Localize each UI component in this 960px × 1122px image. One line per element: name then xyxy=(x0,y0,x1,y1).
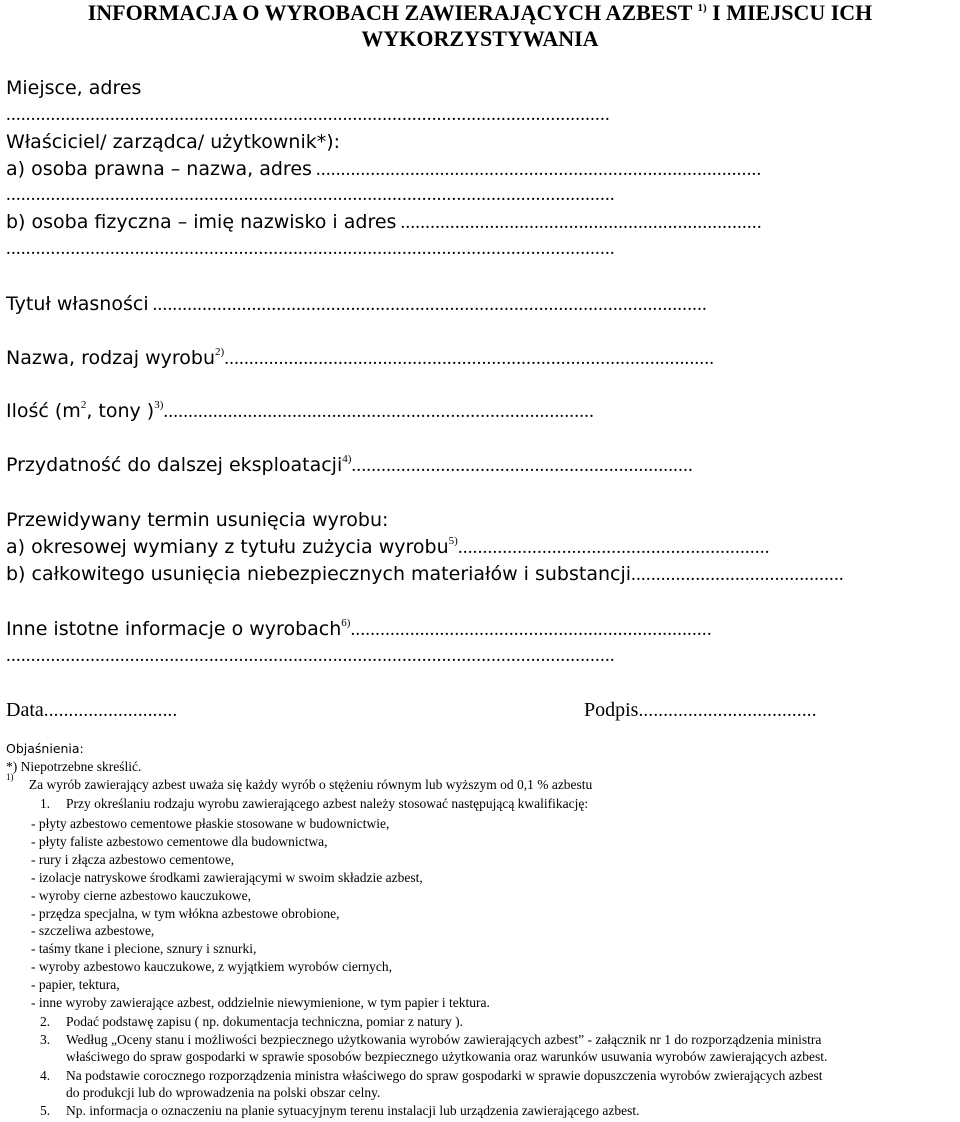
title-line1-end: I MIEJSCU ICH xyxy=(712,0,873,25)
asbestos-product-list xyxy=(31,815,490,1012)
list-item: - papier, tektura, xyxy=(31,977,120,993)
document-title-line2: WYKORZYSTYWANIA xyxy=(361,26,599,51)
quantity-label-tons: , tony ) xyxy=(86,400,155,422)
other-info-row xyxy=(6,618,712,641)
note-item-4-num: 4. xyxy=(40,1068,51,1083)
product-footnote-ref: 2) xyxy=(215,346,225,358)
note-item-5-num: 5. xyxy=(40,1103,51,1118)
date-row xyxy=(6,699,177,722)
list-item: - przędza specjalna, w tym włókna azbestowe obrobione, xyxy=(31,905,340,921)
list-item: - izolacje natryskowe środkami zawierającymi w swoim składzie azbest, xyxy=(31,869,423,885)
product-label: Nazwa, rodzaj wyrobu xyxy=(6,347,216,369)
note-item-4-text-a: Na podstawie corocznego rozporządzenia ministra właściwego do spraw gospodarki w sprawie dopuszczenia wyrobów zwierających azbest xyxy=(66,1068,823,1083)
note-1-text: Za wyrób zawierający azbest uważa się każdy wyrób o stężeniu równym lub wyższym od 0,1 % azbestu xyxy=(28,777,593,792)
note-item-3-text-a: Według „Oceny stanu i możliwości bezpiecznego użytkowania wyrobów zawierających azbest” - załącznik nr 1 do rozporządzenia ministra xyxy=(66,1032,822,1047)
other-info-footnote-ref: 6) xyxy=(341,617,351,629)
quantity-unit-sup: 2 xyxy=(80,399,87,411)
title-line1-text: INFORMACJA O WYROBACH ZAWIERAJĄCYCH AZBEST xyxy=(87,0,692,25)
note-item-5 xyxy=(40,1103,640,1119)
usability-row xyxy=(6,454,693,477)
document-title xyxy=(0,0,960,26)
place-label: Miejsce, adres xyxy=(6,77,142,99)
removal-b-label: b) całkowitego usunięcia niebezpiecznych materiałów i substancji xyxy=(6,563,632,585)
list-item: - taśmy tkane i plecione, sznury i sznurki, xyxy=(31,941,257,957)
quantity-footnote-ref: 3) xyxy=(154,399,164,411)
removal-a-footnote-ref: 5) xyxy=(448,535,458,547)
owner-label: Właściciel/ zarządca/ użytkownik*): xyxy=(6,131,341,153)
ownership-dots[interactable]: ................................................................................................................ xyxy=(152,294,707,315)
other-info-dots-2[interactable]: ........................................................................................................................... xyxy=(6,645,615,666)
natural-person-dots[interactable]: ......................................................................... xyxy=(400,212,762,233)
note-1 xyxy=(6,772,593,793)
quantity-dots[interactable]: ....................................................................................... xyxy=(163,401,595,422)
quantity-row xyxy=(6,400,594,423)
note-item-3-num: 3. xyxy=(40,1032,51,1047)
note-item-3 xyxy=(40,1032,821,1048)
removal-b-dots[interactable]: ........................................... xyxy=(631,564,844,585)
note-item-2-num: 2. xyxy=(40,1014,51,1029)
date-dots[interactable]: ........................... xyxy=(43,700,178,721)
note-item-1 xyxy=(40,796,588,812)
legal-person-dots-2[interactable]: ........................................................................................................................... xyxy=(6,184,615,205)
place-dots[interactable]: .......................................................................................................................... xyxy=(6,104,610,125)
list-item: - rury i złącza azbestowo cementowe, xyxy=(31,851,235,867)
note-star: *) Niepotrzebne skreślić. xyxy=(6,759,142,774)
title-footnote-ref: 1) xyxy=(697,2,707,14)
removal-label: Przewidywany termin usunięcia wyrobu: xyxy=(6,509,389,531)
signature-label: Podpis xyxy=(584,699,639,721)
natural-person-dots-2[interactable]: ........................................................................................................................... xyxy=(6,238,615,259)
note-item-2 xyxy=(40,1014,463,1030)
legal-person-row xyxy=(6,158,761,181)
natural-person-row xyxy=(6,211,762,234)
signature-row xyxy=(584,699,817,722)
notes-heading: Objaśnienia: xyxy=(6,741,84,756)
other-info-dots[interactable]: ......................................................................... xyxy=(350,619,712,640)
ownership-row xyxy=(6,293,707,316)
list-item: - płyty faliste azbestowo cementowe dla budownictwa, xyxy=(31,833,328,849)
usability-dots[interactable]: ..................................................................... xyxy=(351,455,693,476)
note-item-1-text: Przy określaniu rodzaju wyrobu zawierającego azbest należy stosować następującą kwalifikację: xyxy=(66,796,589,811)
removal-a-label: a) okresowej wymiany z tytułu zużycia wyrobu xyxy=(6,536,449,558)
note-item-2-text: Podać podstawę zapisu ( np. dokumentacja techniczna, pomiar z natury ). xyxy=(66,1014,463,1029)
date-label: Data xyxy=(6,699,44,721)
note-item-4 xyxy=(40,1068,822,1084)
note-item-1-num: 1. xyxy=(40,796,51,811)
note-1-ref: 1) xyxy=(6,772,14,782)
legal-person-label: a) osoba prawna – nazwa, adres xyxy=(6,158,312,180)
product-dots[interactable]: ................................................................................................... xyxy=(224,348,715,369)
list-item: - wyroby cierne azbestowo kauczukowe, xyxy=(31,887,252,903)
signature-dots[interactable]: .................................... xyxy=(638,700,817,721)
product-row xyxy=(6,347,714,370)
note-item-4-text-b: do produkcji lub do wprowadzenia na polski obszar celny. xyxy=(66,1085,381,1100)
list-item: - płyty azbestowo cementowe płaskie stosowane w budownictwie, xyxy=(31,816,390,831)
quantity-label: Ilość (m xyxy=(6,400,81,422)
other-info-label: Inne istotne informacje o wyrobach xyxy=(6,618,342,640)
usability-footnote-ref: 4) xyxy=(342,453,352,465)
natural-person-label: b) osoba fizyczna – imię nazwisko i adres xyxy=(6,211,397,233)
list-item: - wyroby azbestowo kauczukowe, z wyjątkiem wyrobów ciernych, xyxy=(31,959,393,975)
ownership-label: Tytuł własności xyxy=(6,293,149,315)
removal-a-dots[interactable]: ............................................................... xyxy=(457,537,770,558)
note-item-5-text: Np. informacja o oznaczeniu na planie sytuacyjnym terenu instalacji lub urządzenia zawierającego azbest. xyxy=(66,1103,640,1118)
list-item: - szczeliwa azbestowe, xyxy=(31,923,155,939)
list-item: - inne wyroby zawierające azbest, oddzielnie niewymienione, w tym papier i tektura. xyxy=(31,995,490,1011)
legal-person-dots[interactable]: .......................................................................................... xyxy=(315,159,762,180)
removal-a-row xyxy=(6,536,770,559)
removal-b-row xyxy=(6,563,844,586)
usability-label: Przydatność do dalszej eksploatacji xyxy=(6,454,343,476)
note-item-3-text-b: właściwego do spraw gospodarki w sprawie sposobów bezpiecznego użytkowania oraz warunków usuwania wyrobów zawierających azbest. xyxy=(66,1049,828,1064)
